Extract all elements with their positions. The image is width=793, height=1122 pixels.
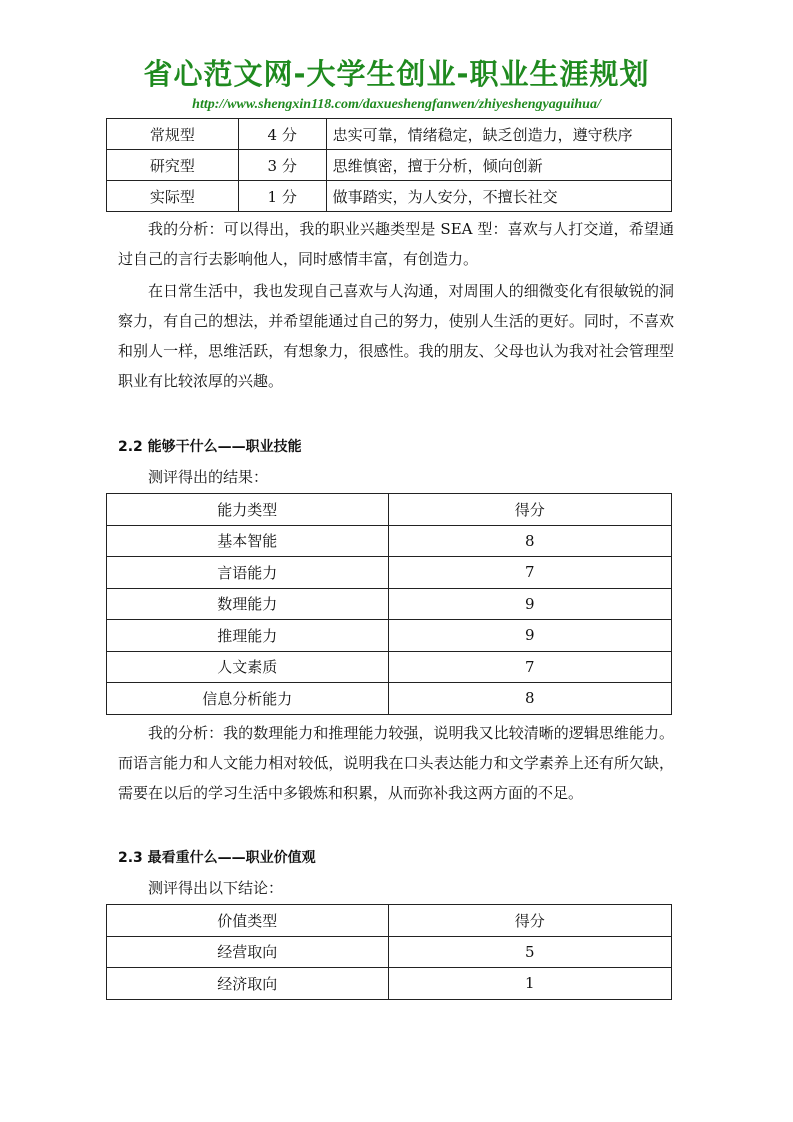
- interest-desc-cell: 忠实可靠，情绪稳定，缺乏创造力，遵守秩序: [326, 119, 671, 150]
- column-header-score: 得分: [388, 905, 672, 937]
- interest-score-cell: 1 分: [238, 181, 326, 212]
- values-table: [106, 904, 672, 1000]
- analysis-paragraph-2: 在日常生活中，我也发现自己喜欢与人沟通，对周围人的细微变化有很敏锐的洞察力，有自己的想法，并希望能通过自己的努力，使别人生活的更好。同时，不喜欢和别人一样，思维活跃，有想象力，很感性。我的朋友、父母也认为我对社会管理型职业有比较浓厚的兴趣。: [118, 282, 674, 390]
- skill-score-cell: 9: [388, 588, 672, 620]
- analysis-paragraph-1: 我的分析：可以得出，我的职业兴趣类型是 SEA 型：喜欢与人打交道，希望通过自己的言行去影响他人，同时感情丰富，有创造力。: [118, 220, 674, 268]
- table-row: [107, 651, 672, 683]
- table-row: [107, 557, 672, 589]
- interest-type-cell: 实际型: [107, 181, 239, 212]
- skill-type-cell: 数理能力: [107, 588, 389, 620]
- interest-type-cell: 研究型: [107, 150, 239, 181]
- skill-type-cell: 基本智能: [107, 525, 389, 557]
- interest-type-cell: 常规型: [107, 119, 239, 150]
- interest-table: [106, 118, 672, 212]
- table-header-row: [107, 905, 672, 937]
- skill-score-cell: 8: [388, 683, 672, 715]
- site-title: 省心范文网-大学生创业-职业生涯规划: [143, 57, 650, 91]
- section-heading-skills: 2.2 能够干什么——职业技能: [118, 439, 302, 455]
- section-intro-values: 测评得出以下结论：: [148, 879, 284, 897]
- value-type-cell: 经营取向: [107, 936, 389, 968]
- section-intro-skills: 测评得出的结果：: [148, 468, 269, 486]
- skill-type-cell: 言语能力: [107, 557, 389, 589]
- skill-type-cell: 推理能力: [107, 620, 389, 652]
- table-header-row: [107, 494, 672, 526]
- table-row: [107, 525, 672, 557]
- analysis-paragraph-skills: 我的分析：我的数理能力和推理能力较强，说明我又比较清晰的逻辑思维能力。而语言能力和人文能力相对较低，说明我在口头表达能力和文学素养上还有所欠缺，需要在以后的学习生活中多锻炼和积累，从而弥补我这两方面的不足。: [118, 724, 674, 802]
- section-heading-values: 2.3 最看重什么——职业价值观: [118, 850, 316, 866]
- table-row: [107, 936, 672, 968]
- skill-score-cell: 8: [388, 525, 672, 557]
- skill-score-cell: 7: [388, 651, 672, 683]
- table-row: [107, 620, 672, 652]
- skills-table: [106, 493, 672, 715]
- table-row: [107, 181, 672, 212]
- interest-desc-cell: 思维慎密，擅于分析，倾向创新: [326, 150, 671, 181]
- value-score-cell: 1: [388, 968, 672, 1000]
- skill-score-cell: 9: [388, 620, 672, 652]
- value-score-cell: 5: [388, 936, 672, 968]
- table-row: [107, 150, 672, 181]
- column-header-type: 价值类型: [107, 905, 389, 937]
- table-row: [107, 588, 672, 620]
- skill-type-cell: 人文素质: [107, 651, 389, 683]
- value-type-cell: 经济取向: [107, 968, 389, 1000]
- column-header-score: 得分: [388, 494, 672, 526]
- table-row: [107, 968, 672, 1000]
- interest-score-cell: 4 分: [238, 119, 326, 150]
- table-row: [107, 683, 672, 715]
- site-url[interactable]: http://www.shengxin118.com/daxueshengfanwen/zhiyeshengyaguihua/: [192, 97, 601, 112]
- column-header-type: 能力类型: [107, 494, 389, 526]
- interest-score-cell: 3 分: [238, 150, 326, 181]
- skill-type-cell: 信息分析能力: [107, 683, 389, 715]
- table-row: [107, 119, 672, 150]
- skill-score-cell: 7: [388, 557, 672, 589]
- interest-desc-cell: 做事踏实，为人安分，不擅长社交: [326, 181, 671, 212]
